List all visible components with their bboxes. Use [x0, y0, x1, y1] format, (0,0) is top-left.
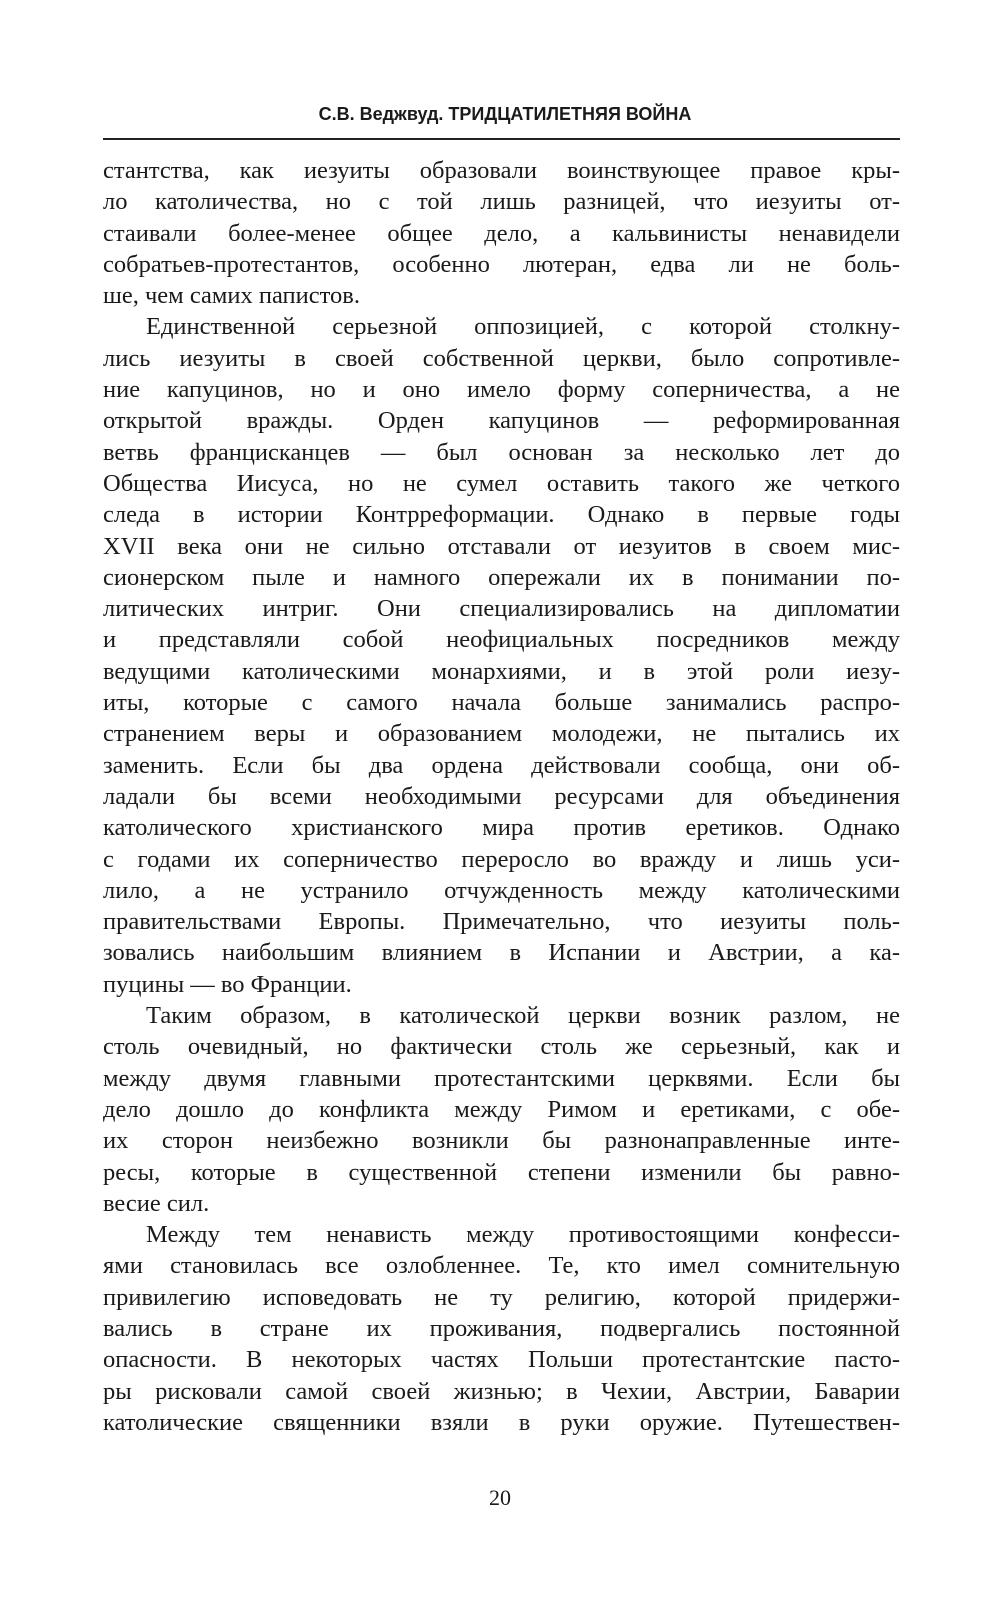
text-line: Общества Иисуса, но не сумел оставить такого же четкого — [103, 469, 900, 497]
body-text — [103, 155, 900, 1438]
text-line: зовались наибольшим влиянием в Испании и Австрии, а ка- — [103, 939, 900, 967]
text-line: ше, чем самих папистов. — [103, 282, 360, 310]
text-line: ло католичества, но с той лишь разницей, что иезуиты от- — [103, 188, 900, 216]
text-line: стаивали более-менее общее дело, а кальвинисты ненавидели — [103, 219, 900, 247]
text-line: Между тем ненависть между противостоящими конфесси- — [146, 1221, 900, 1249]
text-line: ресы, которые в существенной степени изменили бы равно- — [103, 1158, 900, 1186]
text-line: лило, а не устранило отчужденность между католическими — [103, 876, 900, 904]
text-line: ры рисковали самой своей жизнью; в Чехии, Австрии, Баварии — [103, 1377, 900, 1405]
text-line: ладали бы всеми необходимыми ресурсами для объединения — [103, 782, 900, 810]
text-line: сионерском пыле и намного опережали их в понимании по- — [103, 563, 900, 591]
text-line: иты, которые с самого начала больше занимались распро- — [103, 689, 900, 717]
text-line: с годами их соперничество переросло во вражду и лишь уси- — [103, 845, 900, 873]
text-line: привилегию исповедовать не ту религию, которой придержи- — [103, 1283, 900, 1311]
text-line: пуцины — во Франции. — [103, 970, 352, 998]
running-header: С.В. Веджвуд. ТРИДЦАТИЛЕТНЯЯ ВОЙНА — [318, 104, 692, 124]
text-line: ветвь францисканцев — был основан за несколько лет до — [103, 438, 900, 466]
text-line: правительствами Европы. Примечательно, что иезуиты поль- — [103, 908, 900, 936]
text-line: стантства, как иезуиты образовали воинствующее правое кры- — [103, 157, 900, 184]
page-number: 20 — [489, 1485, 511, 1510]
text-line: литических интриг. Они специализировались на дипломатии — [103, 595, 900, 623]
text-line: ведущими католическими монархиями, и в этой роли иезу- — [103, 657, 900, 685]
text-line: ние капуцинов, но и оно имело форму соперничества, а не — [103, 376, 900, 404]
text-line: их сторон неизбежно возникли бы разнонаправленные инте- — [103, 1127, 900, 1155]
text-line: дело дошло до конфликта между Римом и еретиками, с обе- — [103, 1095, 900, 1123]
text-line: собратьев-протестантов, особенно лютеран, едва ли не боль- — [103, 250, 900, 278]
text-line: ями становилась все озлобленнее. Те, кто имел сомнительную — [103, 1252, 900, 1280]
text-line: открытой вражды. Орден капуцинов — реформированная — [103, 407, 900, 435]
header-rule — [103, 138, 900, 140]
text-line: вались в стране их проживания, подвергались постоянной — [103, 1314, 900, 1342]
text-line: странением веры и образованием молодежи, не пытались их — [103, 720, 900, 748]
text-line: заменить. Если бы два ордена действовали сообща, они об- — [103, 751, 900, 779]
text-line: Таким образом, в католической церкви возник разлом, не — [146, 1002, 900, 1030]
text-line: между двумя главными протестантскими церквями. Если бы — [103, 1064, 900, 1092]
text-line: католического христианского мира против еретиков. Однако — [103, 814, 900, 842]
text-line: Единственной серьезной оппозицией, с которой столкну- — [146, 313, 900, 341]
text-line: столь очевидный, но фактически столь же серьезный, как и — [103, 1033, 900, 1061]
text-line: весие сил. — [103, 1189, 210, 1217]
text-line: опасности. В некоторых частях Польши протестантские пасто- — [103, 1346, 900, 1374]
text-line: и представляли собой неофициальных посредников между — [103, 626, 900, 654]
text-line: XVII века они не сильно отставали от иезуитов в своем мис- — [103, 532, 900, 560]
text-line: католические священники взяли в руки оружие. Путешествен- — [103, 1408, 900, 1436]
text-line: следа в истории Контрреформации. Однако в первые годы — [103, 501, 900, 529]
text-line: лись иезуиты в своей собственной церкви, было сопротивле- — [103, 344, 900, 372]
